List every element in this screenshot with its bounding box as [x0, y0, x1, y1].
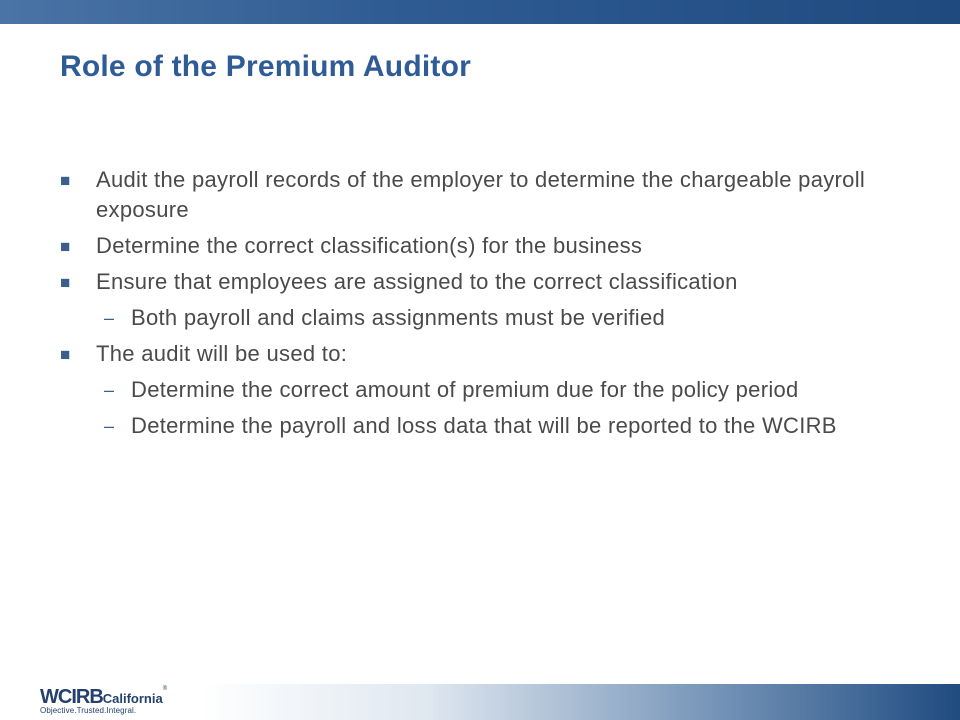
sub-bullet-text: Determine the correct amount of premium due for the policy period	[131, 377, 799, 402]
bullet-text: Determine the correct classification(s) for the business	[96, 233, 643, 258]
logo-registered-mark: ®	[162, 686, 168, 692]
logo-tagline: Objective.Trusted.Integral.	[40, 706, 137, 715]
dash-bullet-icon: –	[104, 380, 115, 400]
wcirb-logo	[40, 686, 200, 718]
sub-bullet-item	[60, 411, 920, 441]
slide-title: Role of the Premium Auditor	[60, 50, 471, 83]
square-bullet-icon: ■	[60, 273, 71, 292]
bullet-text: The audit will be used to:	[96, 341, 348, 366]
sub-bullet-text: Both payroll and claims assignments must be verified	[131, 305, 666, 330]
sub-bullet-text: Determine the payroll and loss data that will be reported to the WCIRB	[131, 413, 837, 438]
bullet-item	[60, 267, 920, 297]
top-banner	[0, 0, 960, 24]
bullet-text: Audit the payroll records of the employer to determine the chargeable payroll exposure	[96, 167, 866, 222]
bullet-item	[60, 231, 920, 261]
dash-bullet-icon: –	[104, 308, 115, 328]
sub-bullet-item	[60, 303, 920, 333]
logo-wordmark: WCIRB	[40, 686, 103, 708]
sub-bullet-item	[60, 375, 920, 405]
square-bullet-icon: ■	[60, 171, 71, 190]
bullet-list	[60, 165, 920, 447]
dash-bullet-icon: –	[104, 416, 115, 436]
logo-region: California	[102, 691, 163, 706]
square-bullet-icon: ■	[60, 237, 71, 256]
square-bullet-icon: ■	[60, 345, 71, 364]
bullet-item	[60, 339, 920, 369]
bullet-text: Ensure that employees are assigned to the correct classification	[96, 269, 738, 294]
bottom-banner	[200, 684, 960, 720]
bullet-item	[60, 165, 920, 225]
